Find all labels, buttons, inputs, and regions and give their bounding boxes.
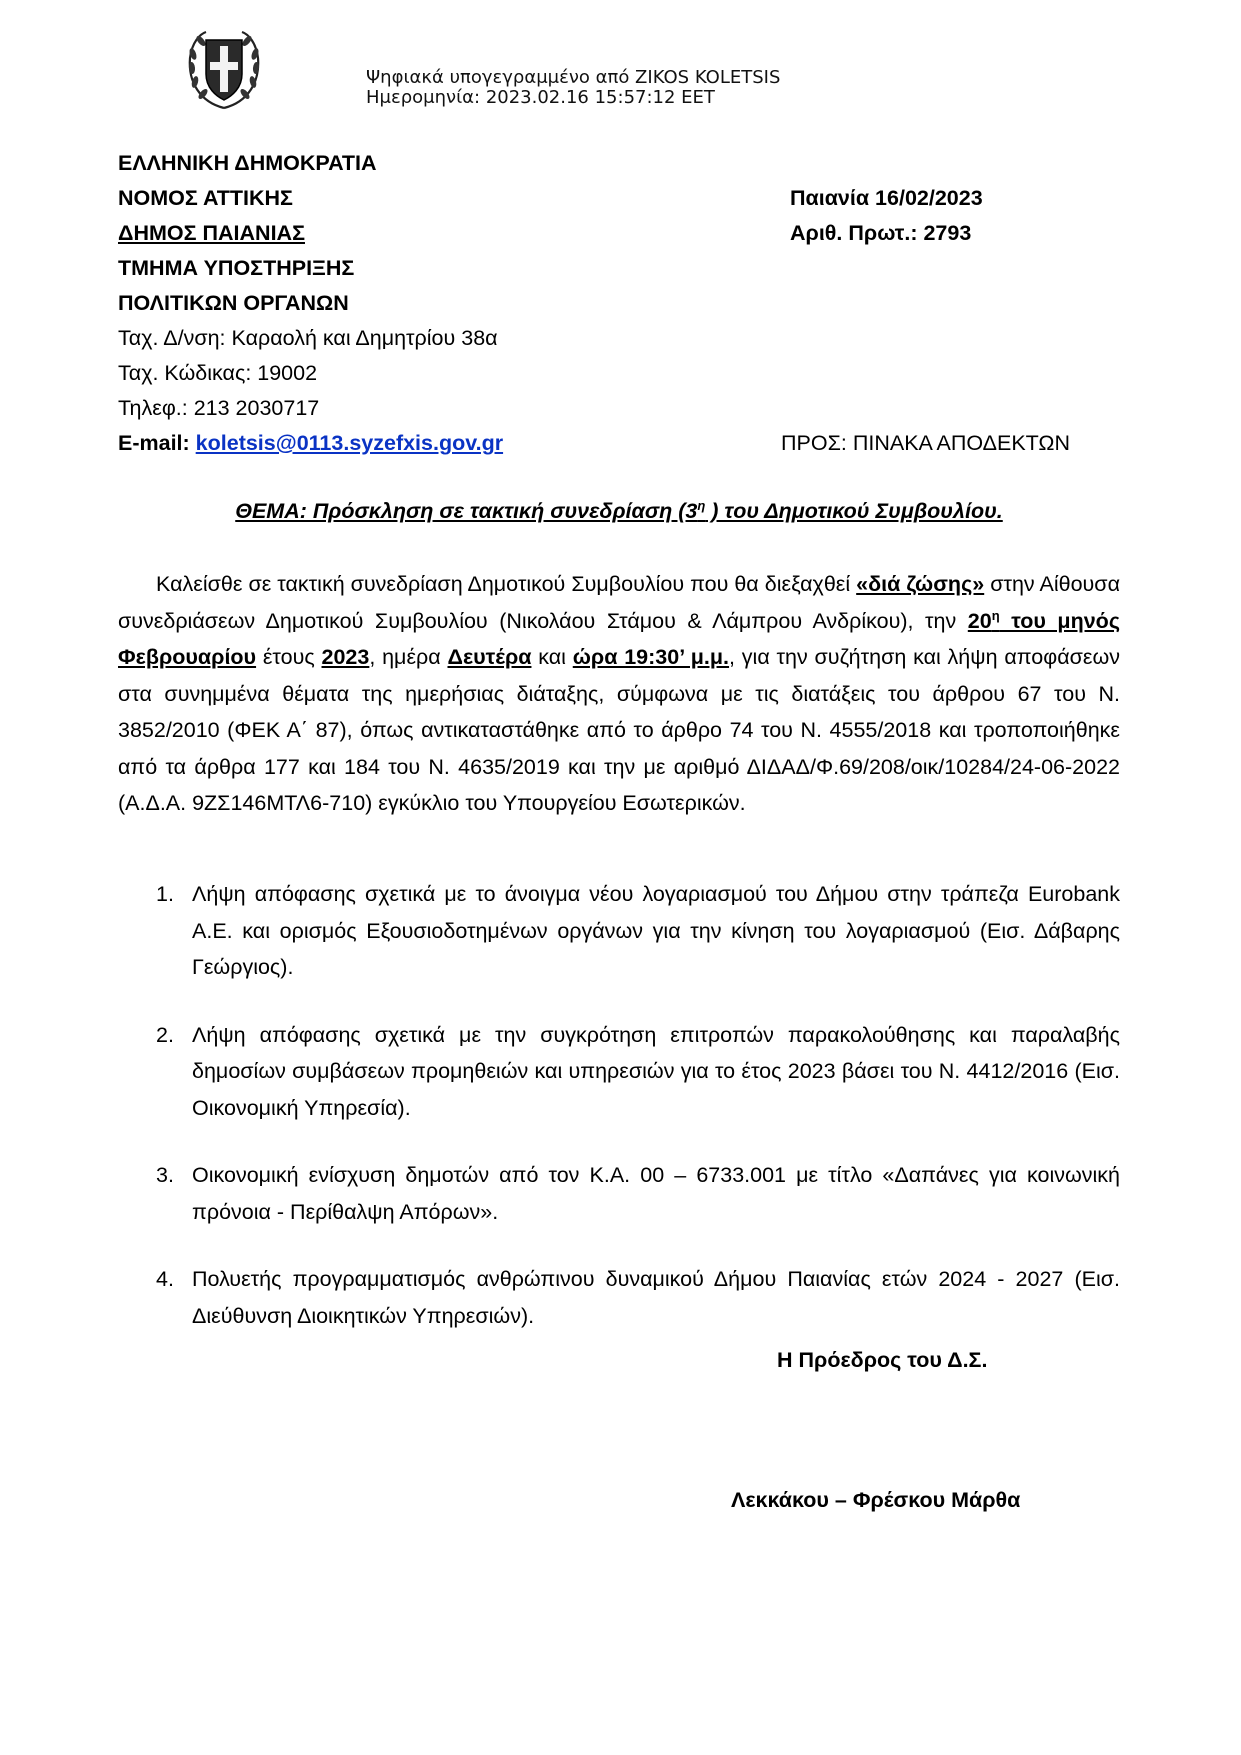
signature-signed-by: Ψηφιακά υπογεγραμμένο από ZIKOS KOLETSIS <box>366 67 781 88</box>
place-date: Παιανία 16/02/2023 <box>790 186 983 210</box>
greek-emblem-icon <box>180 24 268 112</box>
body-paragraph <box>118 566 1120 822</box>
agenda-text: Λήψη απόφασης σχετικά με την συγκρότηση επιτροπών παρακολούθησης και παραλαβής δημοσίων συμβάσεων προμηθειών και υπηρεσιών για το έτος 2023 βάσει του Ν. 4412/2016 (Εισ. Οικονομική Υπηρεσία). <box>192 1022 1120 1120</box>
email-label: E-mail: <box>118 431 190 455</box>
agenda-number: 4. <box>156 1267 174 1291</box>
body-mode: «διά ζώσης» <box>856 572 985 596</box>
agenda-item <box>118 876 1120 986</box>
email-link[interactable]: koletsis@0113.syzefxis.gov.gr <box>195 431 504 455</box>
subject-line <box>118 498 1120 524</box>
agenda-text: Οικονομική ενίσχυση δημοτών από τον Κ.Α. 00 – 6733.001 με τίτλο «Δαπάνες για κοινωνική πρόνοια - Περίθαλψη Απόρων». <box>192 1163 1120 1224</box>
body-day-ordinal: η <box>991 607 1000 623</box>
recipient: ΠΡΟΣ: ΠΙΝΑΚΑ ΑΠΟΔΕΚΤΩΝ <box>781 431 1071 455</box>
body-text-6: , για την συζήτηση και λήψη αποφάσεων στα συνημμένα θέματα της ημερήσιας διάταξης, σύμφωνα με τις διατάξεις του άρθρου 67 του Ν. 3852/2010 (ΦΕΚ Α΄ 87), όπως αντικαταστάθηκε από το άρθρο 74 του Ν. 4555/2018 και τροποποιήθηκε από τα άρθρα 177 και 184 του Ν. 4635/2019 και την με αριθμό ΔΙΔΑΔ/Φ.69/208/οικ/10284/24-06-2022 (Α.Δ.Α. 9ΖΣ146ΜΤΛ6-710) εγκύκλιο του Υπουργείου Εσωτερικών. <box>118 645 1121 815</box>
protocol-number: Αριθ. Πρωτ.: 2793 <box>790 221 972 245</box>
body-text-5: και <box>531 645 573 669</box>
body-year: 2023 <box>321 645 370 669</box>
signature-date: Ημερομηνία: 2023.02.16 15:57:12 EET <box>366 87 715 108</box>
subject-text-start: ΘΕΜΑ: Πρόσκληση σε τακτική συνεδρίαση (3 <box>235 499 698 524</box>
agenda-item <box>118 1017 1120 1127</box>
agenda-text: Πολυετής προγραμματισμός ανθρώπινου δυναμικού Δήμου Παιανίας ετών 2024 - 2027 (Εισ. Διεύθυνση Διοικητικών Υπηρεσιών). <box>192 1267 1120 1328</box>
closing-title: Η Πρόεδρος του Δ.Σ. <box>777 1348 988 1372</box>
sender-department-line2: ΠΟΛΙΤΙΚΩΝ ΟΡΓΑΝΩΝ <box>118 291 349 315</box>
agenda-text: Λήψη απόφασης σχετικά με το άνοιγμα νέου λογαριασμού του Δήμου στην τράπεζα Eurobank A.E. και ορισμός Εξουσιοδοτημένων οργάνων για την κίνηση του λογαριασμού (Εισ. Δάβαρης Γεώργιος). <box>192 882 1120 979</box>
sender-email-row <box>118 426 503 461</box>
sender-block <box>118 146 503 461</box>
body-time: ώρα 19:30’ μ.μ. <box>572 645 730 669</box>
sender-country: ΕΛΛΗΝΙΚΗ ΔΗΜΟΚΡΑΤΙΑ <box>118 151 377 175</box>
agenda-number: 1. <box>156 882 174 906</box>
agenda-number: 2. <box>156 1022 174 1047</box>
sender-municipality: ΔΗΜΟΣ ΠΑΙΑΝΙΑΣ <box>118 221 305 245</box>
subject-ordinal: η <box>697 498 706 513</box>
body-text-3: έτους <box>256 645 322 669</box>
sender-department-line1: ΤΜΗΜΑ ΥΠΟΣΤΗΡΙΞΗΣ <box>118 256 355 280</box>
body-text-4: , ημέρα <box>369 645 448 669</box>
sender-phone: Τηλεφ.: 213 2030717 <box>118 396 320 420</box>
agenda-number: 3. <box>156 1163 174 1187</box>
sender-postal-code: Ταχ. Κώδικας: 19002 <box>118 361 318 385</box>
body-weekday: Δευτέρα <box>447 645 532 669</box>
body-day: 20 <box>967 608 992 633</box>
body-text-1: Καλείσθε σε τακτική συνεδρίαση Δημοτικού Συμβουλίου που θα διεξαχθεί <box>156 572 857 596</box>
agenda-item <box>118 1157 1120 1230</box>
body-text-2: στην Αίθουσα συνεδριάσεων Δημοτικού Συμβουλίου (Νικολάου Στάμου & Λάμπρου Ανδρίκου), την <box>118 572 1120 633</box>
agenda-item <box>118 1261 1120 1334</box>
signer-name: Λεκκάκου – Φρέσκου Μάρθα <box>731 1488 1021 1512</box>
digital-signature-stamp <box>366 68 780 108</box>
body-month: του μηνός Φεβρουαρίου <box>118 608 1120 669</box>
subject-text-end: ) του Δημοτικού Συμβουλίου. <box>705 499 1003 524</box>
agenda-list <box>118 876 1120 1365</box>
date-protocol-block <box>790 181 983 251</box>
sender-address: Ταχ. Δ/νση: Καραολή και Δημητρίου 38α <box>118 326 498 350</box>
sender-prefecture: ΝΟΜΟΣ ΑΤΤΙΚΗΣ <box>118 186 293 210</box>
